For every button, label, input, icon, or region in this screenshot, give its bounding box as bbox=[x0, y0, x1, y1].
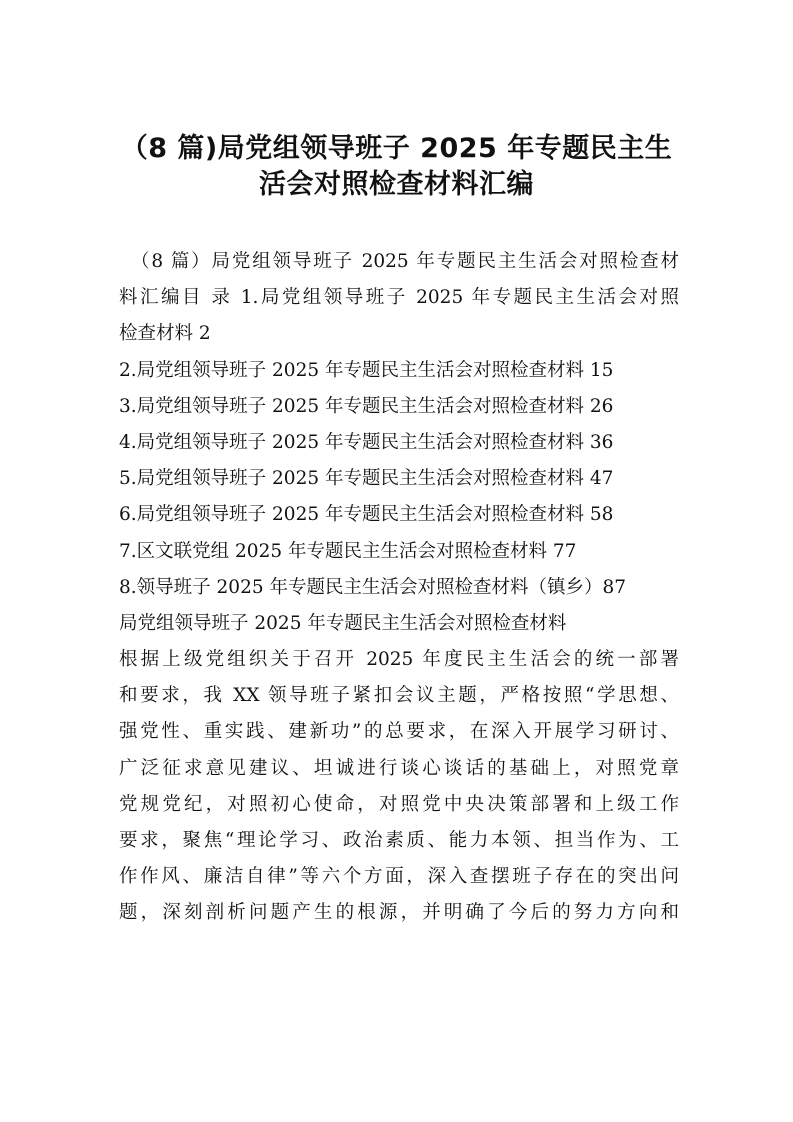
toc-item-7: 7.区文联党组 2025 年专题民主生活会对照检查材料 77 bbox=[119, 540, 577, 562]
paragraph-line-5: 党规党纪，对照初心使命，对照党中央决策部署和上级工作 bbox=[119, 793, 679, 815]
paragraph-line-6: 要求，聚焦“理论学习、政治素质、能力本领、担当作为、工 bbox=[119, 830, 679, 851]
paragraph-line-2: 和要求，我 XX 领导班子紧扣会议主题，严格按照“学思想、 bbox=[119, 685, 679, 707]
body-line-2: 料汇编目 录 1.局党组领导班子 2025 年专题民主生活会对照 bbox=[119, 287, 679, 309]
toc-item-3: 3.局党组领导班子 2025 年专题民主生活会对照检查材料 26 bbox=[119, 395, 614, 417]
paragraph-line-8: 题，深刻剖析问题产生的根源，并明确了今后的努力方向和 bbox=[119, 902, 679, 924]
paragraph-line-7: 作作风、廉洁自律”等六个方面，深入查摆班子存在的突出问 bbox=[119, 866, 679, 888]
toc-item-5: 5.局党组领导班子 2025 年专题民主生活会对照检查材料 47 bbox=[119, 468, 614, 490]
title-line-2: 活会对照检查材料汇编 bbox=[259, 169, 534, 201]
paragraph-line-3: 强党性、重实践、建新功”的总要求，在深入开展学习研讨、 bbox=[119, 721, 679, 743]
paragraph-line-4: 广泛征求意见建议、坦诚进行谈心谈话的基础上，对照党章 bbox=[119, 757, 679, 779]
body-line-3: 检查材料 2 bbox=[119, 323, 211, 345]
document-body bbox=[119, 244, 679, 932]
toc-item-6: 6.局党组领导班子 2025 年专题民主生活会对照检查材料 58 bbox=[119, 504, 614, 526]
title-line-1: （8 篇)局党组领导班子 2025 年专题民主生 bbox=[120, 133, 673, 164]
toc-item-2: 2.局党组领导班子 2025 年专题民主生活会对照检查材料 15 bbox=[119, 359, 614, 381]
paragraph-line-1: 根据上级党组织关于召开 2025 年度民主生活会的统一部署 bbox=[119, 649, 679, 671]
toc-item-4: 4.局党组领导班子 2025 年专题民主生活会对照检查材料 36 bbox=[119, 431, 614, 453]
document-title bbox=[100, 124, 693, 201]
body-line-1: （8 篇）局党组领导班子 2025 年专题民主生活会对照检查材 bbox=[131, 251, 679, 272]
section-heading: 局党组领导班子 2025 年专题民主生活会对照检查材料 bbox=[119, 612, 567, 634]
toc-item-8: 8.领导班子 2025 年专题民主生活会对照检查材料（镇乡）87 bbox=[119, 576, 627, 598]
